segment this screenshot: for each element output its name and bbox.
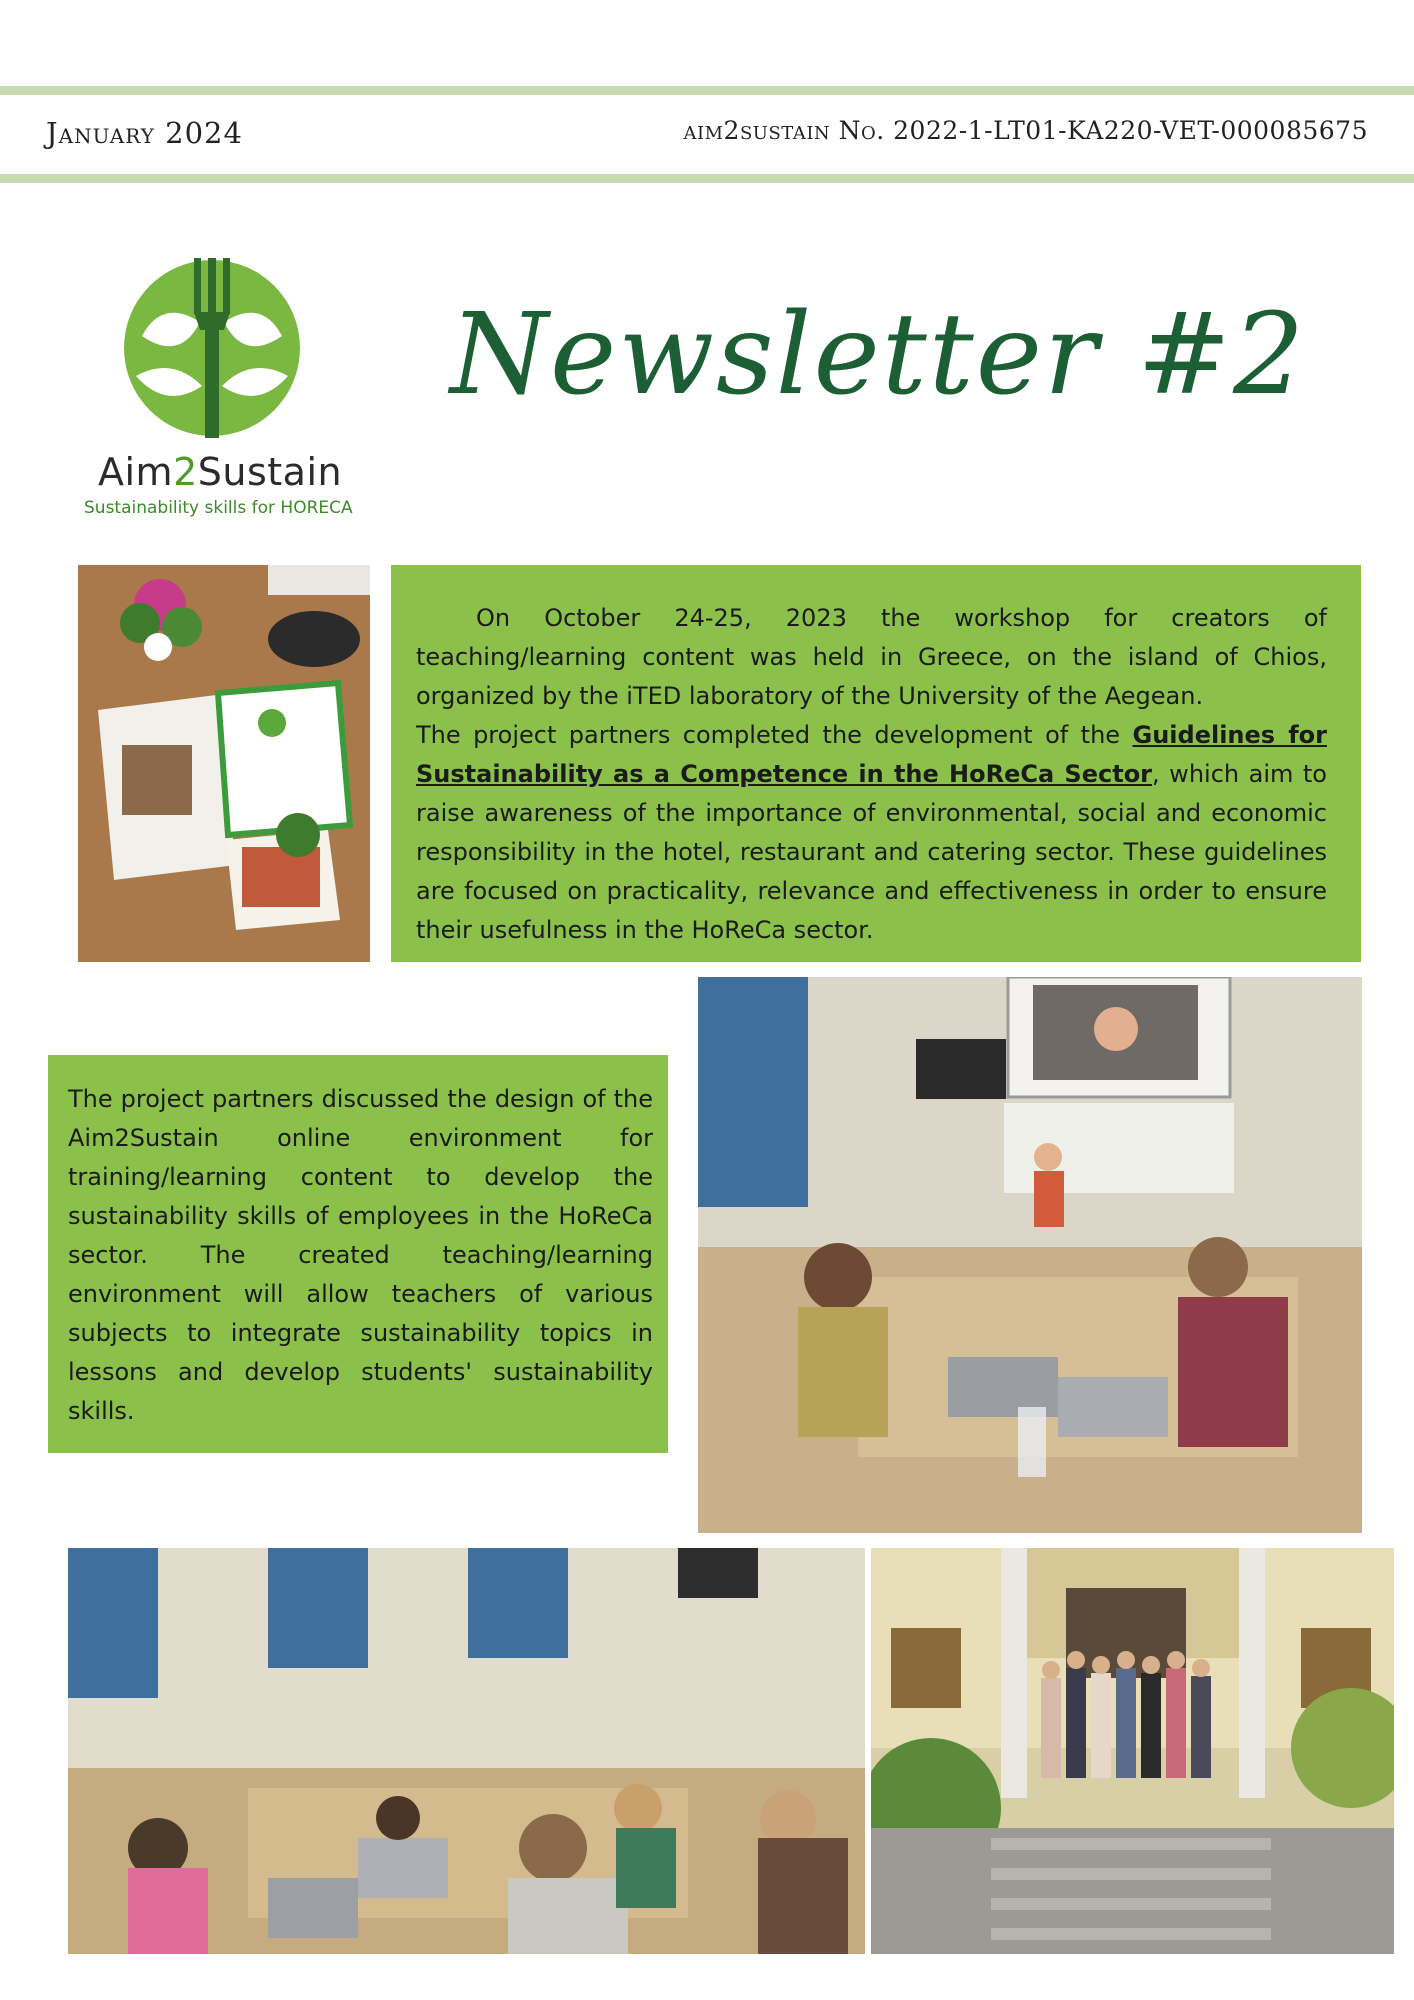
header-bottom-rule — [0, 174, 1414, 183]
photo-group-work — [68, 1548, 865, 1954]
online-environment-box — [48, 1055, 668, 1453]
aim2sustain-logo — [80, 258, 360, 518]
workshop-summary-box — [391, 565, 1361, 962]
project-reference: aim2sustain No. 2022-1-LT01-KA220-VET-000085675 — [683, 116, 1368, 145]
header-top-rule — [0, 86, 1414, 95]
guidelines-link[interactable]: Guidelines for Sustainability as a Competence in the HoReCa Sector — [416, 721, 1327, 788]
photo-classroom-session — [698, 977, 1362, 1533]
fork-leaf-icon — [122, 258, 302, 438]
photo-workshop-materials — [78, 565, 370, 962]
guidelines-text: The project partners completed the development of the Guidelines for Sustainability as a Competence in the HoReCa Sector, which aim to raise awareness of the importance of environmental, social and economic responsibility in the hotel, restaurant and catering sector. These guidelines are focused on practicality, relevance and effectiveness in order to ensure their usefulness in the HoReCa sector. — [416, 721, 1327, 944]
newsletter-title: Newsletter #2 — [450, 290, 1307, 420]
newsletter-date: January 2024 — [46, 116, 243, 150]
logo-tagline: Sustainability skills for HORECA — [84, 498, 353, 518]
online-environment-text: The project partners discussed the design of the Aim2Sustain online environment for training/learning content to develop the sustainability skills of employees in the HoReCa sector. The created teaching/learning environment will allow teachers of various subjects to integrate sustainability topics in lessons and develop students' sustainability skills. — [68, 1085, 653, 1425]
workshop-summary-text: On October 24-25, 2023 the workshop for creators of teaching/learning content was held in Greece, on the island of Chios, organized by the iTED laboratory of the University of the Aegean. — [416, 604, 1327, 710]
logo-wordmark: Aim2Sustain — [98, 450, 343, 494]
photo-group-building — [871, 1548, 1394, 1954]
